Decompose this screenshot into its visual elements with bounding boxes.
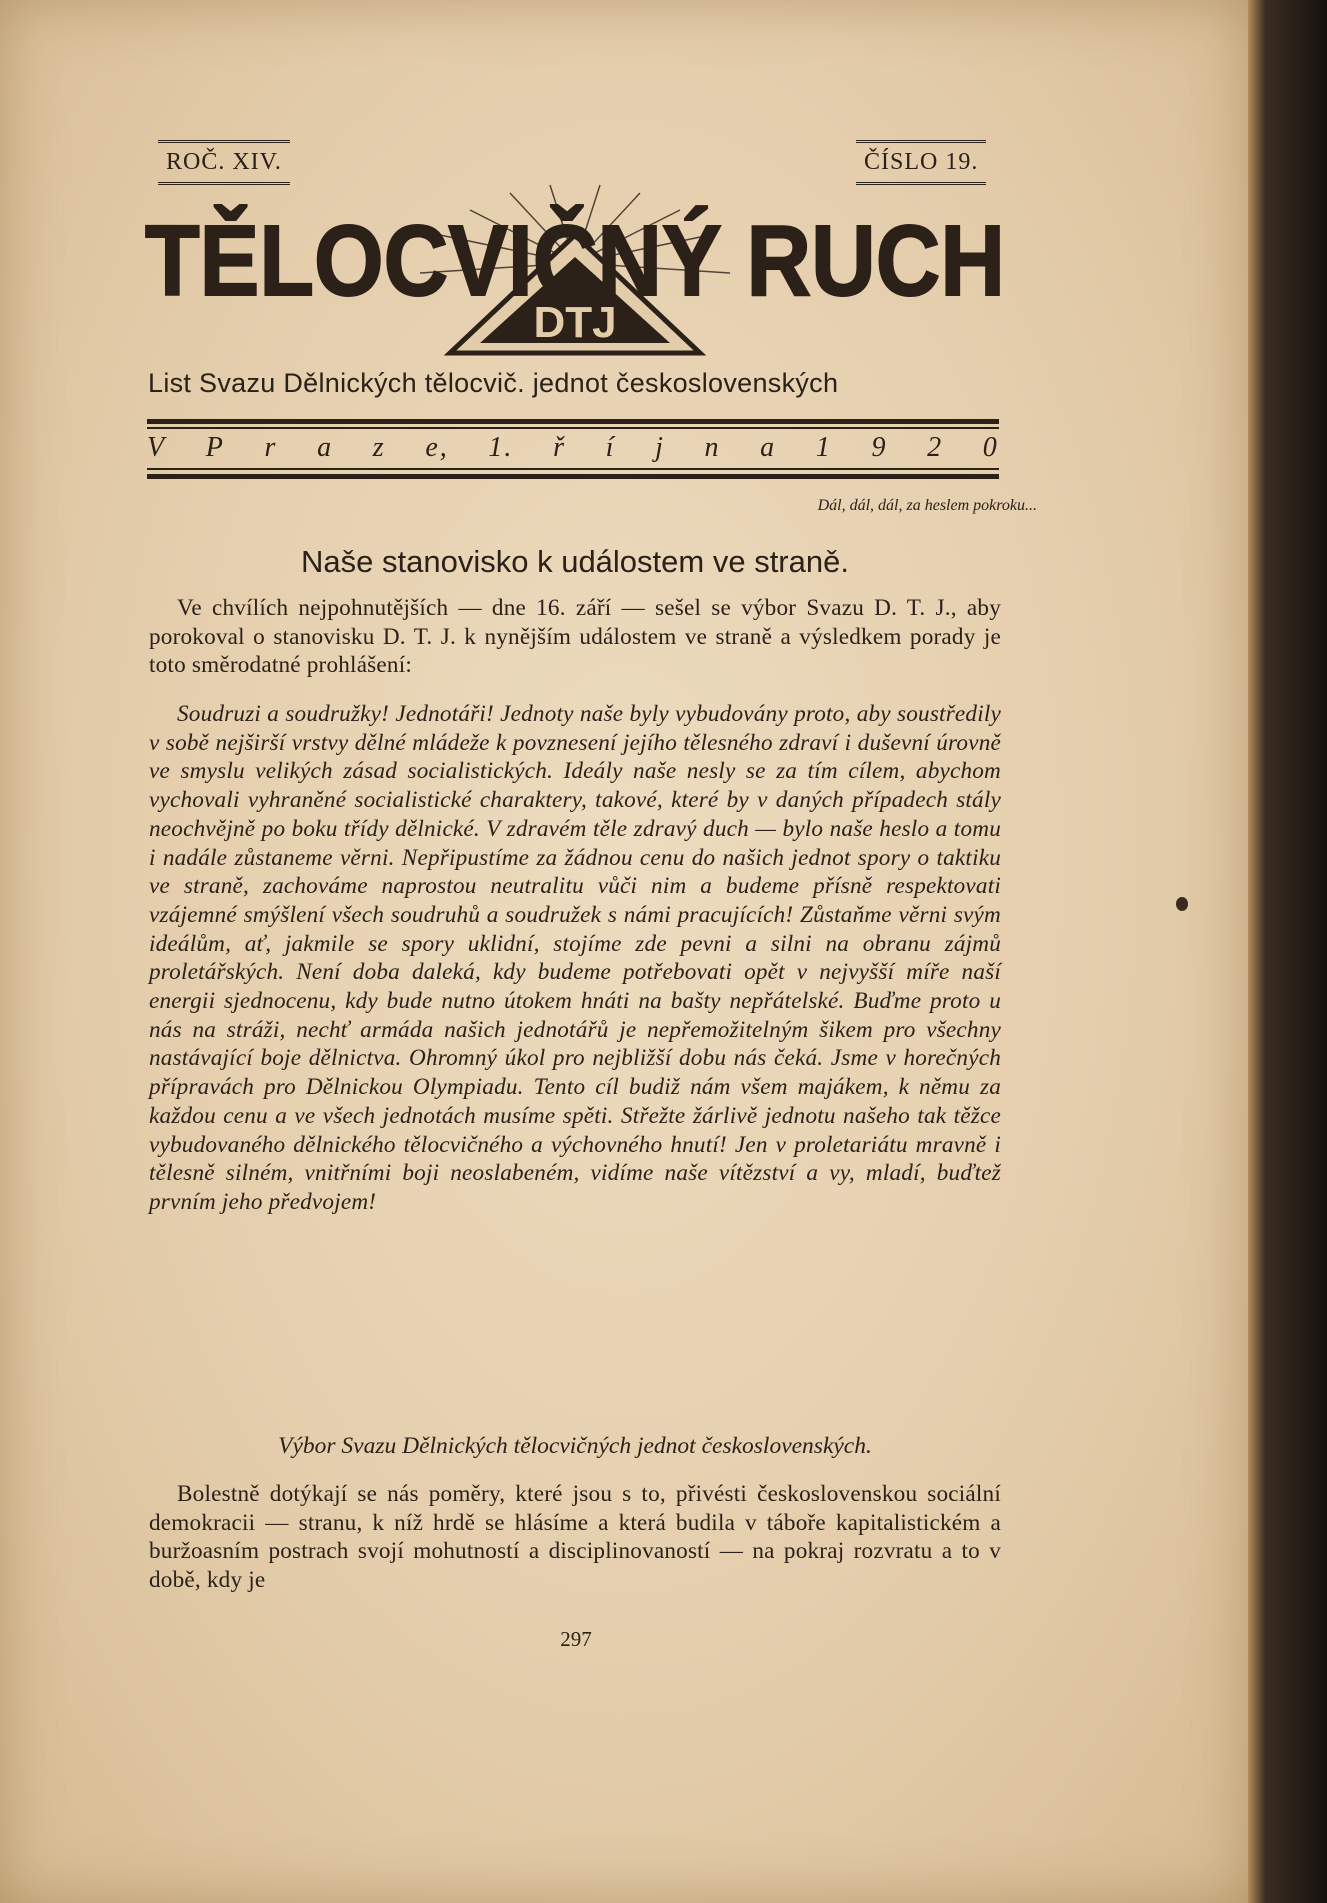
dateline bbox=[147, 432, 999, 464]
emblem-text: DTJ bbox=[533, 298, 617, 347]
dateline-letter: P bbox=[205, 432, 225, 463]
dateline-letter: n bbox=[704, 432, 721, 463]
issue-label: ČÍSLO 19. bbox=[856, 140, 986, 185]
masthead-subtitle: List Svazu Dělnických tělocvič. jednot československých bbox=[148, 368, 839, 398]
masthead-rule-top-thin bbox=[147, 427, 999, 429]
article-intro: Ve chvílích nejpohnutějších — dne 16. září — sešel se výbor Svazu D. T. J., aby porokoval o stanovisku D. T. J. k nynějším událostem ve straně a výsledkem porady je toto směrodatné prohlášení: bbox=[149, 595, 1001, 679]
masthead-logo-graphic bbox=[140, 135, 1010, 365]
ink-blot bbox=[1176, 897, 1188, 911]
article-continuation: Bolestně dotýkají se nás poměry, které jsou s to, přivésti československou sociální demokracii — stranu, k níž hrdě se hlásíme a která budila v táboře kapitalistickém a buržoasním postrach svojí mohutností a disciplinovaností — na pokraj rozvratu a to v době, kdy je bbox=[149, 1481, 1001, 1594]
dateline-letter: V bbox=[147, 432, 167, 463]
dateline-letter: 1. bbox=[488, 432, 514, 463]
masthead-rule-top bbox=[147, 419, 999, 424]
dateline-letter: 1 bbox=[815, 432, 832, 463]
page-number: 297 bbox=[560, 1627, 592, 1651]
proclamation-text: Soudruzi a soudružky! Jednotáři! Jednoty naše byly vybudovány proto, aby soustředily v sobě nejširší vrstvy dělné mládeže k povznesení jejího tělesného zdraví i duševní úrovně ve smyslu velikých zásad socialistických. Ideály naše nesly se za tím cílem, abychom vychovali vyhraněné socialistické charaktery, takové, které by v daných případech stály neochvějně po boku třídy dělnické. V zdravém těle zdravý duch — bylo naše heslo a tomu i nadále zůstaneme věrni. Nepřipustíme za žádnou cenu do našich jednot spory o taktiku ve straně, zachováme naprostou neutralitu vůči nim a budeme přísně respektovati vzájemné smýšlení všech soudruhů a soudružek s námi pracujících! Zůstaňme věrni svým ideálům, ať, jakmile se spory uklidní, stojíme zde pevni a silni na obranu zájmů proletářských. Není doba daleká, kdy budeme potřebovati opět v nejvyšší míře naší energii sjednocenu, kdy bude nutno útokem hnáti na bašty nepřátelské. Buďme proto u nás na stráži, nechť armáda našich jednotářů je nepřemožitelným šikem pro všechny nastávající boje dělnictva. Ohromný úkol pro nejbližší dobu nás čeká. Jsme v horečných přípravách pro Dělnickou Olympiadu. Tento cíl budiž nám všem majákem, k němu za každou cenu a ve všech jednotách musíme spěti. Střežte žárlivě jednotu našeho tak těžce vybudovaného dělnického tělocvičného a výchovného hnutí! Jen v proletariátu mravně i tělesně silném, vnitřními boji neoslabeném, vidíme naše vítězství a vy, mladí, buďtež prvním jeho předvojem! bbox=[149, 701, 1001, 1215]
dateline-letter: í bbox=[605, 432, 616, 463]
dateline-letter: z bbox=[372, 432, 386, 463]
masthead-rule-bottom-thin bbox=[147, 468, 999, 470]
dateline-letter: a bbox=[317, 432, 334, 463]
masthead-rule-bottom bbox=[147, 474, 999, 479]
dateline-letter: 0 bbox=[982, 432, 999, 463]
page-edge-shadow bbox=[1248, 0, 1327, 1903]
masthead-title-text: TĚLOCVIČNÝ RUCH bbox=[145, 205, 1005, 317]
volume-label: ROČ. XIV. bbox=[158, 140, 290, 185]
dateline-letter: a bbox=[760, 432, 777, 463]
dateline-letter: e, bbox=[425, 432, 449, 463]
motto: Dál, dál, dál, za heslem pokroku... bbox=[817, 497, 1037, 514]
dateline-letter: 9 bbox=[871, 432, 888, 463]
article-headline: Naše stanovisko k událostem ve straně. bbox=[301, 544, 849, 579]
dateline-letter: j bbox=[655, 432, 665, 463]
masthead-logo bbox=[140, 135, 1010, 365]
dateline-letter: 2 bbox=[927, 432, 944, 463]
proclamation-signature: Výbor Svazu Dělnických tělocvičných jednot československých. bbox=[278, 1433, 872, 1459]
dateline-letter: r bbox=[264, 432, 278, 463]
dateline-letter: ř bbox=[553, 432, 566, 463]
